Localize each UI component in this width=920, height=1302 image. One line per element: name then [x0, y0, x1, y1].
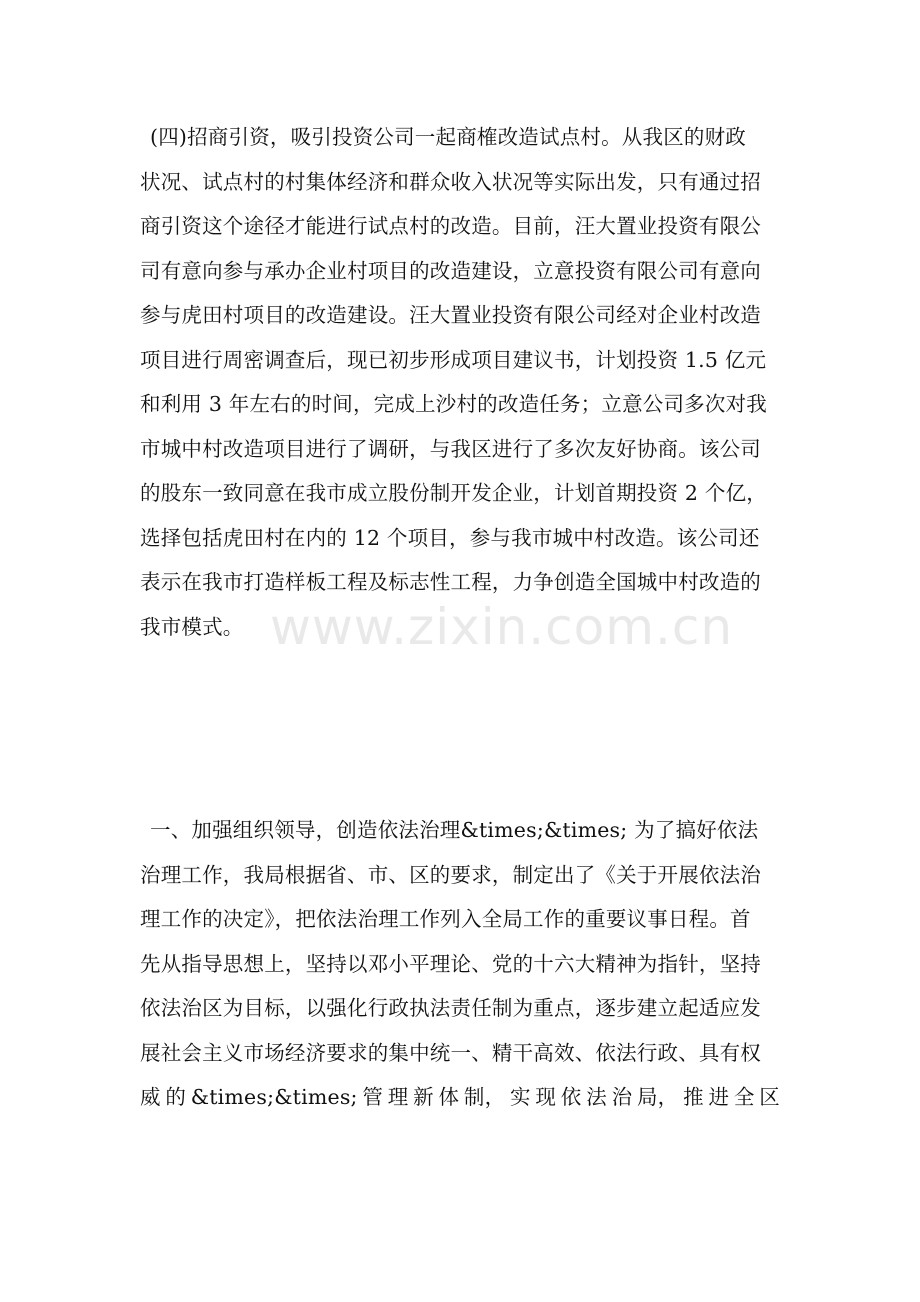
text-line: 市城中村改造项目进行了调研，与我区进行了多次友好协商。该公司 — [140, 436, 761, 461]
text-segment: 推 — [683, 1085, 704, 1109]
text-line: 选择包括虎田村在内的 12 个项目，参与我市城中村改造。该公司还 — [140, 525, 760, 550]
text-segment: 法 — [586, 1085, 607, 1109]
text-segment: 局， — [636, 1085, 679, 1109]
text-segment: 制， — [463, 1085, 506, 1109]
text-segment: 全 — [733, 1085, 755, 1109]
text-line: 参与虎田村项目的改造建设。汪大置业投资有限公司经对企业村改造 — [140, 303, 761, 327]
text-segment: 体 — [438, 1085, 460, 1109]
text-line: 商引资这个途径才能进行试点村的改造。目前，汪大置业投资有限公 — [140, 214, 761, 238]
text-segment: 区 — [759, 1085, 780, 1109]
text-line: 一、加强组织领导，创造依法治理&times;&times; 为了搞好依法 — [150, 818, 759, 842]
text-line: 展社会主义市场经济要求的集中统一、精干高效、依法行政、具有权 — [140, 1040, 761, 1065]
text-segment: 现 — [535, 1085, 557, 1109]
text-segment: 治 — [611, 1085, 633, 1109]
text-segment: 新 — [413, 1085, 434, 1109]
paragraph-investment — [140, 115, 780, 649]
text-line: 司有意向参与承办企业村项目的改造建设，立意投资有限公司有意向 — [140, 258, 761, 283]
text-line: 我市模式。 — [140, 614, 244, 639]
text-segment: 进 — [708, 1085, 730, 1109]
text-segment: 实 — [510, 1085, 531, 1109]
text-line: 理工作的决定》，把依法治理工作列入全局工作的重要议事日程。首 — [140, 907, 751, 931]
text-segment: 管 — [362, 1085, 384, 1109]
text-segment: 理 — [387, 1085, 409, 1109]
text-line: 治理工作，我局根据省、市、区的要求，制定出了《关于开展依法治 — [140, 862, 761, 887]
text-line: 先从指导思想上，坚持以邓小平理论、党的十六大精神为指针，坚持 — [140, 951, 761, 976]
text-line-justified — [140, 1075, 780, 1120]
text-line: 依法治区为目标，以强化行政执法责任制为重点，逐步建立起适应发 — [140, 996, 761, 1020]
text-segment: &times;&times; — [190, 1085, 358, 1109]
text-line: 的股东一致同意在我市成立股份制开发企业，计划首期投资 2 个亿， — [140, 481, 767, 505]
text-line: 项目进行周密调查后，现已初步形成项目建议书，计划投资 1.5 亿元 — [140, 347, 767, 372]
text-segment: 依 — [560, 1085, 582, 1109]
paragraph-legal-governance — [140, 808, 780, 1120]
text-line: 表示在我市打造样板工程及标志性工程，力争创造全国城中村改造的 — [140, 570, 761, 594]
text-line: (四)招商引资，吸引投资公司一起商榷改造试点村。从我区的财政 — [150, 125, 746, 149]
text-segment: 的 — [165, 1085, 187, 1109]
text-segment: 威 — [140, 1085, 161, 1109]
text-line: 和利用 3 年左右的时间，完成上沙村的改造任务；立意公司多次对我 — [140, 392, 767, 416]
text-line: 状况、试点村的村集体经济和群众收入状况等实际出发，只有通过招 — [140, 169, 761, 194]
watermark: www.zixin.com.cn — [270, 598, 734, 656]
